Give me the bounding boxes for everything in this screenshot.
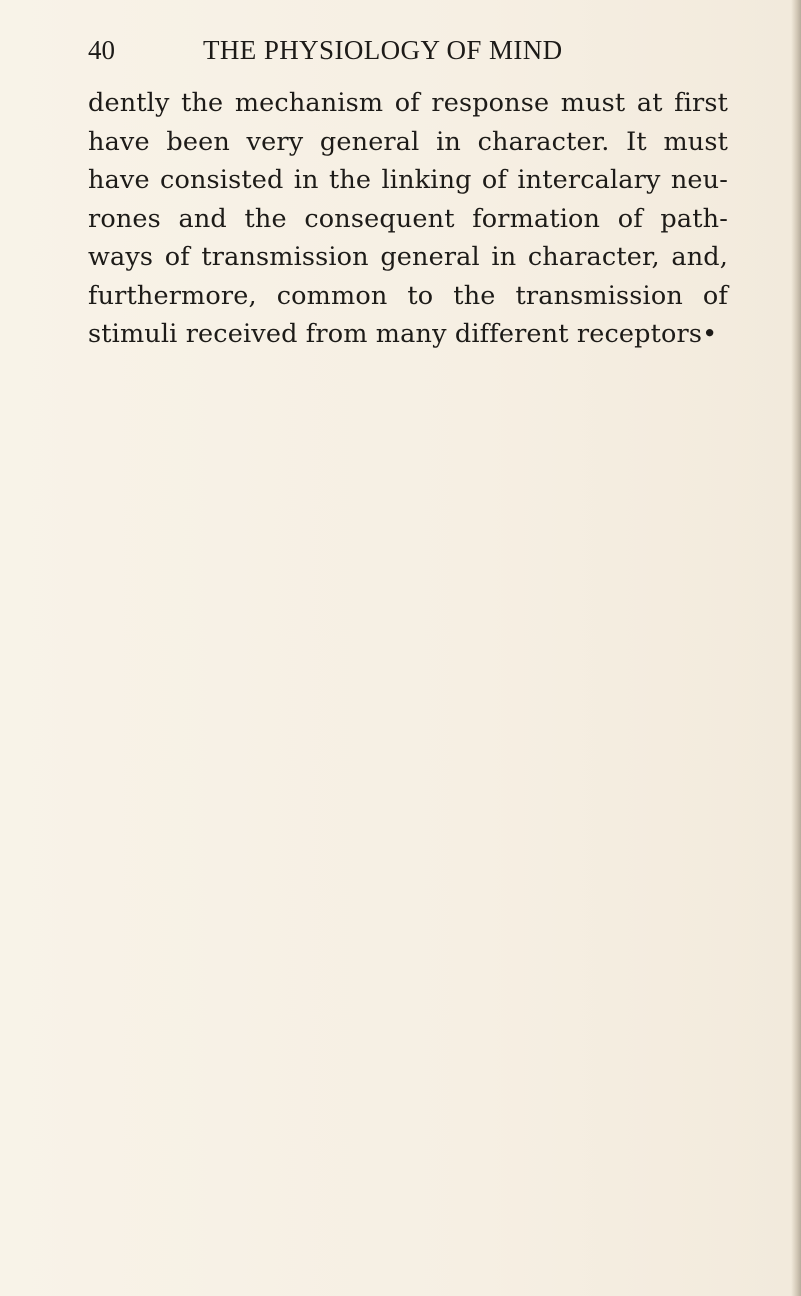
text-line: furthermore, common to the transmission of	[88, 280, 728, 311]
text-line: rones and the consequent formation of path-	[88, 203, 728, 234]
page-edge-shadow	[791, 0, 801, 1296]
text-line: have been very general in character. It must	[88, 126, 728, 157]
text-line: stimuli received from many different receptors•	[88, 319, 718, 349]
text-line: have consisted in the linking of intercalary neu-	[88, 165, 728, 195]
body-paragraph	[88, 84, 728, 354]
text-line: dently the mechanism of response must at first	[88, 88, 728, 118]
running-head: THE PHYSIOLOGY OF MIND	[203, 35, 563, 65]
page-header	[88, 30, 728, 70]
text-line: ways of transmission general in character, and,	[88, 242, 728, 272]
page-number: 40	[88, 35, 115, 65]
